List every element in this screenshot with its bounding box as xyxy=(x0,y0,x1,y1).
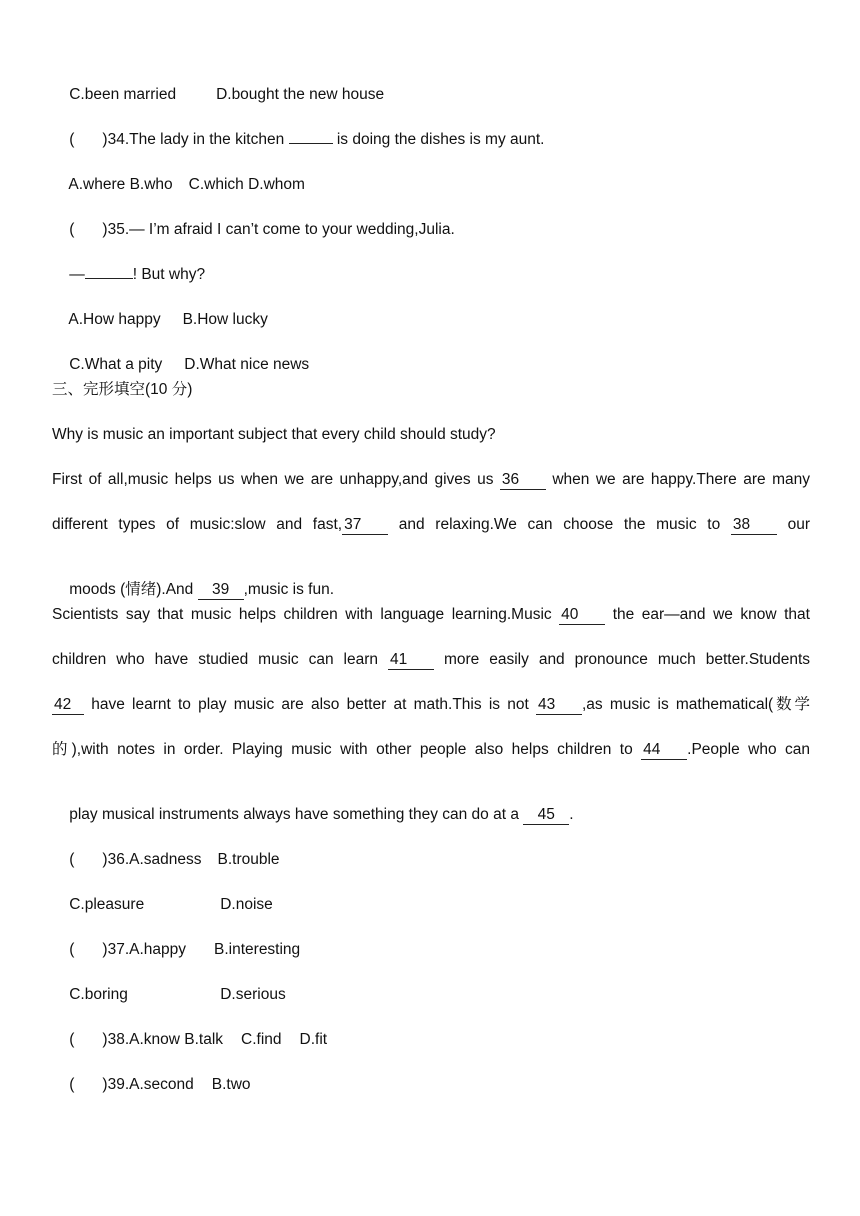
q37-option-d: D.serious xyxy=(220,986,286,1003)
answer-paren-close: ) xyxy=(102,851,108,868)
q35-option-b: B.How lucky xyxy=(182,311,268,328)
blank-37: 37 xyxy=(342,516,388,535)
passage-question: Why is music an important subject that every child should study? xyxy=(52,426,496,443)
passage-text: more easily and pronounce much better.Students xyxy=(443,651,810,668)
q36-option-a: 36.A.sadness xyxy=(107,851,202,868)
passage-text: the ear—and we know that xyxy=(612,606,810,623)
passage-text: ,as music is mathematical(数学 xyxy=(581,696,810,713)
q34-option-c: C.which xyxy=(188,176,244,193)
passage-text: play musical instruments always have something they can do at a xyxy=(69,806,519,823)
passage-line-5 xyxy=(52,650,810,670)
blank-41: 41 xyxy=(388,651,434,670)
answer-paren-close: ) xyxy=(102,221,108,238)
blank-40: 40 xyxy=(559,606,605,625)
answer-paren-close: ) xyxy=(102,131,108,148)
q37-option-c: C.boring xyxy=(69,986,128,1003)
q34-option-d: D.whom xyxy=(248,176,305,193)
passage-line-2 xyxy=(52,515,810,535)
answer-paren-close: ) xyxy=(102,941,108,958)
blank-36: 36 xyxy=(500,471,546,490)
passage-text: 的),with notes in order. Playing music with other people also helps children to xyxy=(52,741,633,758)
passage-line-7 xyxy=(52,740,810,760)
answer-paren-open: ( xyxy=(69,131,75,148)
q39-options-ab xyxy=(52,1055,251,1115)
q35-reply-text: ! But why? xyxy=(132,266,206,283)
blank-42: 42 xyxy=(52,696,84,715)
section-title: 三、完形填空(10 分) xyxy=(52,381,193,398)
q38-option-d: D.fit xyxy=(299,1031,328,1048)
passage-text: .People who can xyxy=(687,741,810,758)
q36-option-b: B.trouble xyxy=(217,851,280,868)
answer-paren-open: ( xyxy=(69,221,75,238)
q35-option-c: C.What a pity xyxy=(69,356,163,373)
passage-text: moods (情绪).And xyxy=(69,581,194,598)
blank-45: 45 xyxy=(523,806,569,825)
q33-option-c: C.been married xyxy=(69,86,177,103)
passage-text: Scientists say that music helps children with language learning.Music xyxy=(52,606,552,623)
blank-43: 43 xyxy=(536,696,582,715)
answer-paren-open: ( xyxy=(69,851,75,868)
answer-paren-close: ) xyxy=(102,1031,108,1048)
q35-option-d: D.What nice news xyxy=(184,356,310,373)
q37-option-b: B.interesting xyxy=(214,941,301,958)
q36-option-d: D.noise xyxy=(220,896,273,913)
q35-text: 35.— I’m afraid I can’t come to your wedding,Julia. xyxy=(107,221,455,238)
passage-text: different types of music:slow and fast, xyxy=(52,516,343,533)
passage-line-1 xyxy=(52,470,810,490)
fill-blank xyxy=(289,143,333,144)
passage-text: have learnt to play music are also better at math.This is not xyxy=(91,696,529,713)
passage-text: . xyxy=(569,806,574,823)
passage-text: our xyxy=(787,516,810,533)
blank-39: 39 xyxy=(198,581,244,600)
passage-text: First of all,music helps us when we are unhappy,and gives us xyxy=(52,471,494,488)
passage-text: ,music is fun. xyxy=(243,581,335,598)
answer-paren-open: ( xyxy=(69,1076,75,1093)
q38-option-b: B.talk xyxy=(184,1031,224,1048)
q38-option-a: 38.A.know xyxy=(107,1031,180,1048)
q38-option-c: C.find xyxy=(241,1031,282,1048)
q34-option-b: B.who xyxy=(129,176,173,193)
q39-option-a: 39.A.second xyxy=(107,1076,194,1093)
q36-option-c: C.pleasure xyxy=(69,896,145,913)
reply-dash: — xyxy=(69,266,85,283)
q34-text-pre: 34.The lady in the kitchen xyxy=(107,131,285,148)
answer-paren-open: ( xyxy=(69,941,75,958)
q37-option-a: 37.A.happy xyxy=(107,941,187,958)
passage-line-6 xyxy=(52,695,810,715)
q39-option-b: B.two xyxy=(211,1076,251,1093)
blank-38: 38 xyxy=(731,516,777,535)
passage-text: children who have studied music can learn xyxy=(52,651,379,668)
answer-paren-open: ( xyxy=(69,1031,75,1048)
blank-44: 44 xyxy=(641,741,687,760)
passage-text: when we are happy.There are many xyxy=(552,471,810,488)
passage-text: and relaxing.We can choose the music to xyxy=(398,516,721,533)
fill-blank xyxy=(85,278,133,279)
q35-option-a: A.How happy xyxy=(68,311,161,328)
q33-option-d: D.bought the new house xyxy=(216,86,385,103)
q34-option-a: A.where xyxy=(68,176,126,193)
q34-text-post: is doing the dishes is my aunt. xyxy=(336,131,545,148)
passage-line-4 xyxy=(52,605,810,625)
answer-paren-close: ) xyxy=(102,1076,108,1093)
